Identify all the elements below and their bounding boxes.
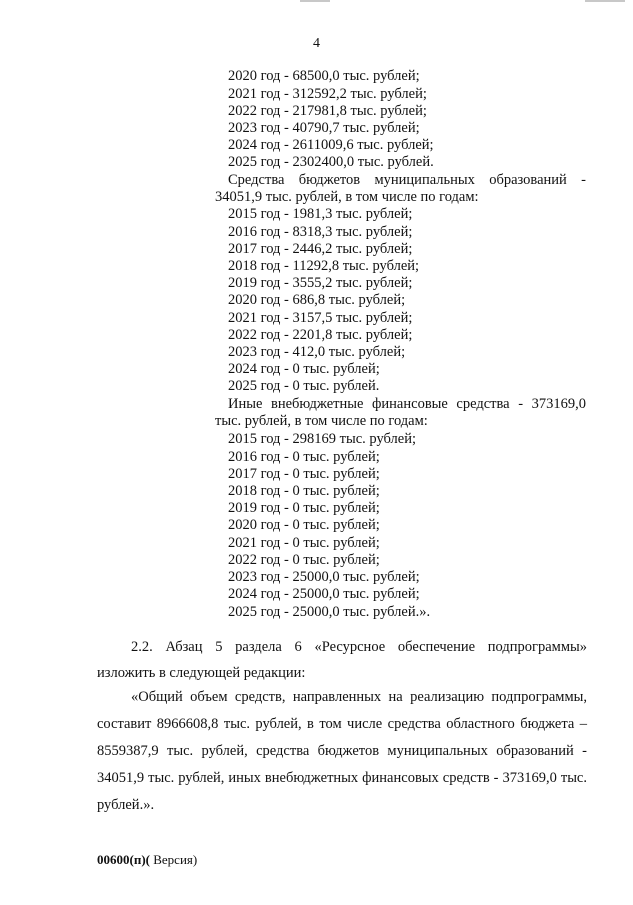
document-code: 00600(п)( (97, 852, 150, 867)
list-item: 2018 год - 11292,8 тыс. рублей; (228, 258, 420, 274)
document-version: Версия) (149, 852, 198, 867)
quote-line: составит 8966608,8 тыс. рублей, в том числе средства областного бюджета – (97, 716, 587, 732)
quote-line: 34051,9 тыс. рублей, иных внебюджетных финансовых средств - 373169,0 тыс. (97, 770, 587, 786)
scan-edge-mark (300, 0, 330, 2)
municipal-heading-continued: 34051,9 тыс. рублей, в том числе по годам: (215, 189, 479, 205)
list-item: 2018 год - 0 тыс. рублей; (228, 483, 380, 499)
list-item: 2019 год - 3555,2 тыс. рублей; (228, 275, 413, 291)
list-item: 2016 год - 8318,3 тыс. рублей; (228, 224, 413, 240)
extrabudgetary-heading: Иные внебюджетные финансовые средства - 373169,0 (228, 396, 586, 412)
list-item: 2017 год - 0 тыс. рублей; (228, 466, 380, 482)
list-item: 2021 год - 3157,5 тыс. рублей; (228, 310, 413, 326)
quote-line: 8559387,9 тыс. рублей, средства бюджетов муниципальных образований - (97, 743, 587, 759)
quote-line: рублей.». (97, 797, 155, 813)
list-item: 2020 год - 0 тыс. рублей; (228, 517, 380, 533)
list-item: 2022 год - 0 тыс. рублей; (228, 552, 380, 568)
list-item: 2025 год - 0 тыс. рублей. (228, 378, 380, 394)
list-item: 2015 год - 298169 тыс. рублей; (228, 431, 416, 447)
list-item: 2024 год - 2611009,6 тыс. рублей; (228, 137, 434, 153)
extrabudgetary-heading-continued: тыс. рублей, в том числе по годам: (215, 413, 428, 429)
list-item: 2025 год - 25000,0 тыс. рублей.». (228, 604, 431, 620)
list-item: 2019 год - 0 тыс. рублей; (228, 500, 380, 516)
list-item: 2023 год - 412,0 тыс. рублей; (228, 344, 406, 360)
list-item: 2020 год - 686,8 тыс. рублей; (228, 292, 406, 308)
list-item: 2025 год - 2302400,0 тыс. рублей. (228, 154, 434, 170)
section-2-2-line: изложить в следующей редакции: (97, 665, 306, 681)
list-item: 2024 год - 0 тыс. рублей; (228, 361, 380, 377)
scan-edge-mark (585, 0, 625, 2)
municipal-heading: Средства бюджетов муниципальных образований - (228, 172, 586, 188)
list-item: 2022 год - 217981,8 тыс. рублей; (228, 103, 427, 119)
list-item: 2023 год - 25000,0 тыс. рублей; (228, 569, 420, 585)
list-item: 2021 год - 0 тыс. рублей; (228, 535, 380, 551)
list-item: 2022 год - 2201,8 тыс. рублей; (228, 327, 413, 343)
list-item: 2020 год - 68500,0 тыс. рублей; (228, 68, 420, 84)
list-item: 2017 год - 2446,2 тыс. рублей; (228, 241, 413, 257)
section-2-2-line: 2.2. Абзац 5 раздела 6 «Ресурсное обеспечение подпрограммы» (131, 639, 587, 655)
quote-line: «Общий объем средств, направленных на реализацию подпрограммы, (131, 689, 587, 705)
list-item: 2024 год - 25000,0 тыс. рублей; (228, 586, 420, 602)
list-item: 2016 год - 0 тыс. рублей; (228, 449, 380, 465)
list-item: 2023 год - 40790,7 тыс. рублей; (228, 120, 420, 136)
list-item: 2015 год - 1981,3 тыс. рублей; (228, 206, 413, 222)
document-footer (97, 852, 197, 868)
page-number: 4 (313, 36, 320, 51)
list-item: 2021 год - 312592,2 тыс. рублей; (228, 86, 427, 102)
